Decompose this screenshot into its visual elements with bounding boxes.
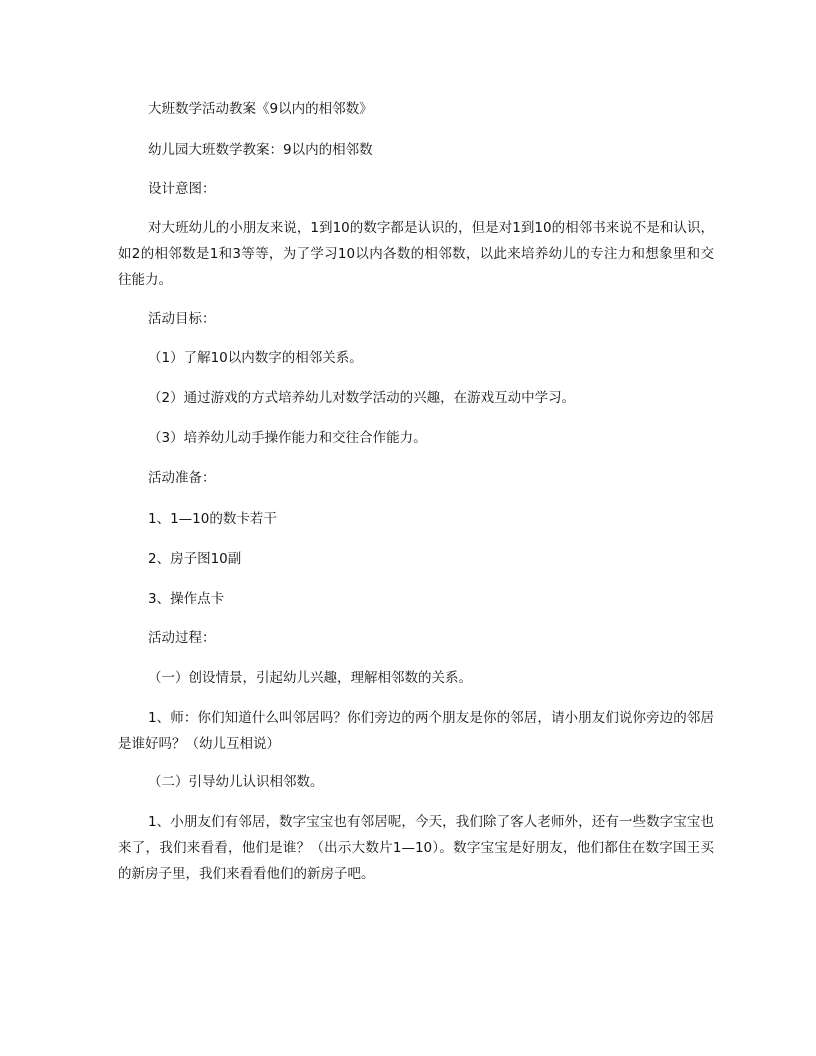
- design-intent-paragraph: 对大班幼儿的小朋友来说，1到10的数字都是认识的，但是对1到10的相邻书来说不是和认识，如2的相邻数是1和3等等，为了学习10以内各数的相邻数，以此来培养幼儿的专注力和想象里和交往能力。: [118, 220, 714, 288]
- process-step-paragraph: 1、小朋友们有邻居，数字宝宝也有邻居呢，今天，我们除了客人老师外，还有一些数字宝宝也来了，我们来看看，他们是谁？（出示大数片1—10）。数字宝宝是好朋友，他们都住在数字国王买的新房子里，我们来看看他们的新房子吧。: [118, 814, 714, 882]
- activity-prep-item: 2、房子图10副: [148, 551, 242, 567]
- process-step-paragraph: 1、师：你们知道什么叫邻居吗？你们旁边的两个朋友是你的邻居，请小朋友们说你旁边的邻居是谁好吗？（幼儿互相说）: [118, 710, 714, 752]
- activity-goal-item: （2）通过游戏的方式培养幼儿对数学活动的兴趣，在游戏互动中学习。: [148, 390, 576, 406]
- activity-prep-item: 1、1—10的数卡若干: [148, 511, 277, 527]
- design-intent-heading: 设计意图：: [148, 181, 216, 197]
- activity-process-heading: 活动过程：: [148, 630, 216, 646]
- activity-goal-item: （1）了解10以内数字的相邻关系。: [148, 350, 363, 366]
- document-subtitle: 幼儿园大班数学教案：9以内的相邻数: [148, 142, 373, 158]
- activity-prep-heading: 活动准备：: [148, 470, 216, 486]
- process-step-heading: （二）引导幼儿认识相邻数。: [148, 774, 324, 790]
- activity-goals-heading: 活动目标：: [148, 311, 216, 327]
- process-step-heading: （一）创设情景，引起幼儿兴趣，理解相邻数的关系。: [148, 670, 472, 686]
- document-title: 大班数学活动教案《9以内的相邻数》: [148, 101, 373, 117]
- activity-goal-item: （3）培养幼儿动手操作能力和交往合作能力。: [148, 430, 427, 446]
- activity-prep-item: 3、操作点卡: [148, 591, 225, 607]
